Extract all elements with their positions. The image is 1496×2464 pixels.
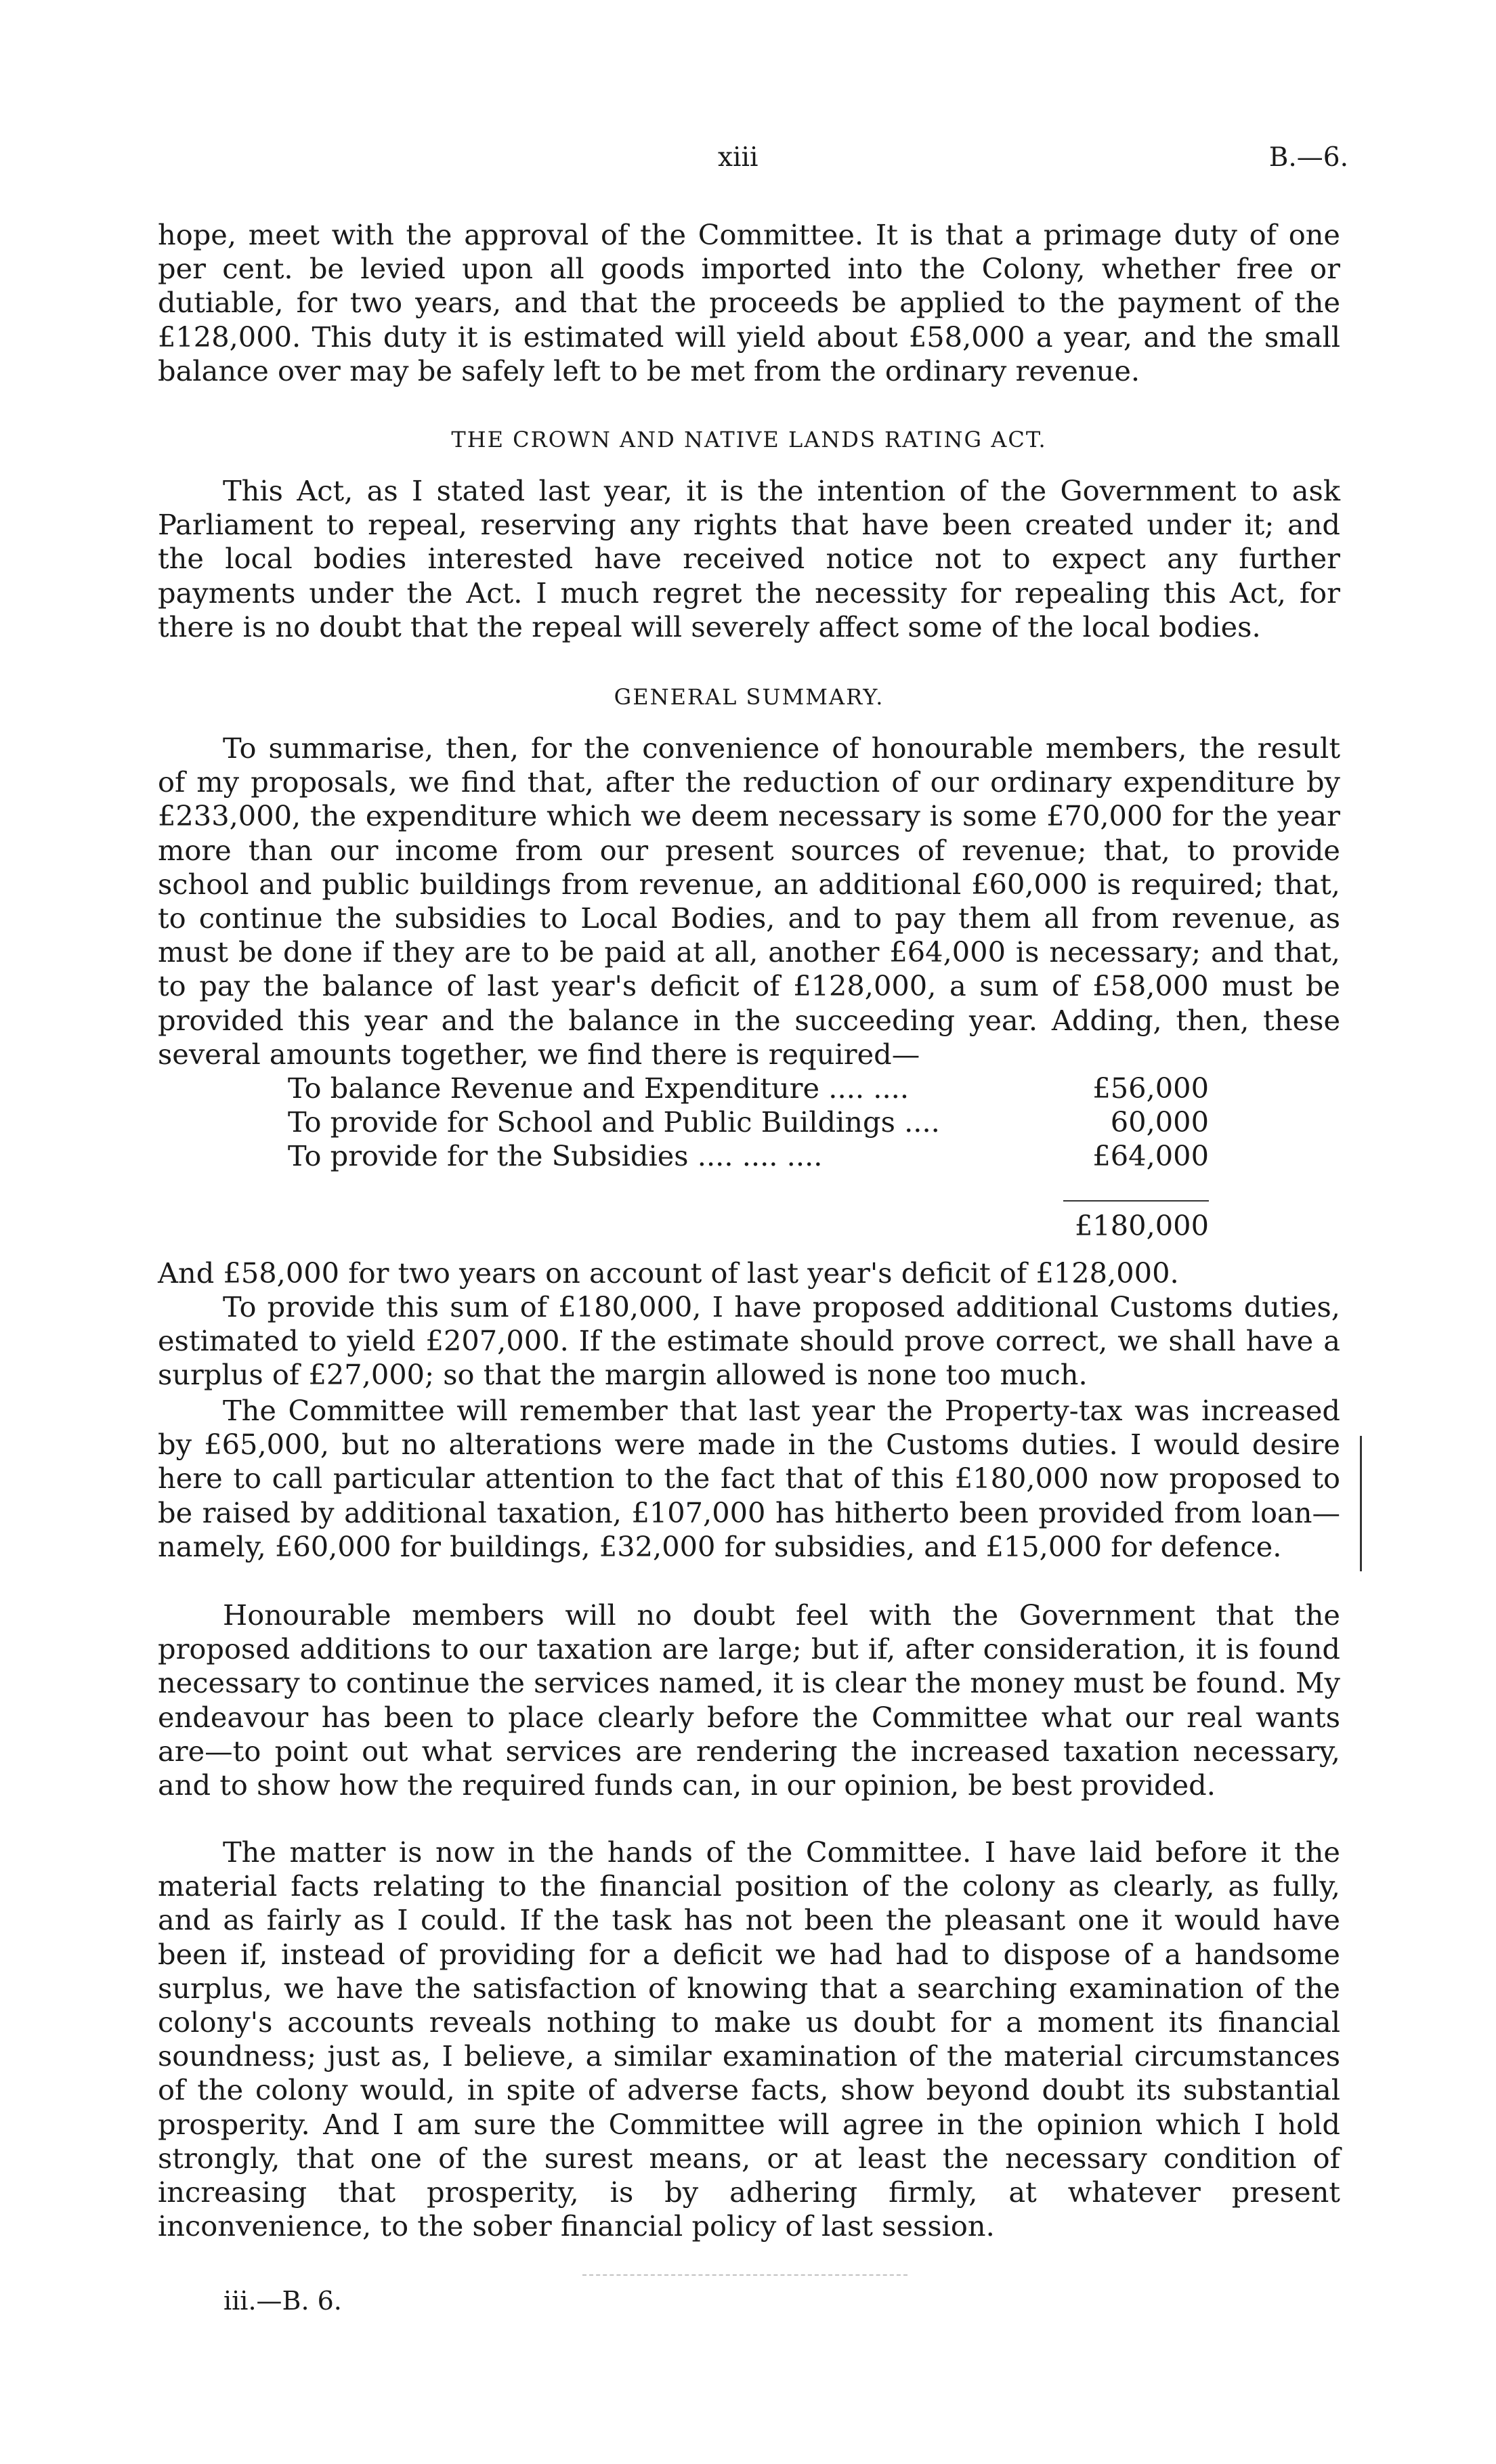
- footer-signature: iii.—B. 6.: [223, 2286, 342, 2316]
- heading-general-summary: GENERAL SUMMARY.: [614, 684, 884, 710]
- table-row: [288, 1139, 1209, 1173]
- paragraph-deficit-note: And £58,000 for two years on account of last year's deficit of £128,000.: [158, 1256, 1179, 1290]
- paragraph-primage-duty: hope, meet with the approval of the Committee. It is that a primage duty of one per cent. be levied upon all goods imported into the Colony, whether free or dutiable, for two years, and that the proceeds be applied to the payment of the £128,000. This duty it is estimated will yield about £58,000 a year, and the small balance over may be safely left to be met from the ordinary revenue.: [158, 218, 1340, 387]
- decorative-rule: [582, 2274, 907, 2278]
- row-label: To balance Revenue and Expenditure .... ....: [288, 1071, 910, 1105]
- row-amount: 60,000: [1110, 1105, 1209, 1139]
- page-number: xiii: [718, 142, 758, 173]
- paragraph-customs-duties: To provide this sum of £180,000, I have proposed additional Customs duties, estimated to yield £207,000. If the estimate should prove correct, we shall have a surplus of £27,000; so that the margin allowed is none too much.: [158, 1290, 1340, 1392]
- page-header: [0, 142, 1496, 183]
- table-total: £180,000: [1074, 1209, 1209, 1242]
- paragraph-taxation-additions: Honourable members will no doubt feel with the Government that the proposed additions to our taxation are large; but if, after consideration, it is found necessary to continue the services named, it is clear the money must be found. My endeavour has been to place clearly before the Committee what our real wants are—to point out what services are rendering the increased taxation necessary, and to show how the required funds can, in our opinion, be best provided.: [158, 1598, 1340, 1802]
- row-amount: £64,000: [1092, 1139, 1209, 1172]
- row-label: To provide for School and Public Buildings ....: [288, 1105, 940, 1139]
- paragraph-summary: To summarise, then, for the convenience of honourable members, the result of my proposals, we find that, after the reduction of our ordinary expenditure by £233,000, the expenditure which we deem necessary is some £70,000 for the year more than our income from our present sources of revenue; that, to provide school and public buildings from revenue, an additional £60,000 is required; that, to continue the subsidies to Local Bodies, and to pay them all from revenue, as must be done if they are to be paid at all, another £64,000 is necessary; and that, to pay the balance of last year's deficit of £128,000, a sum of £58,000 must be provided this year and the balance in the succeeding year. Adding, then, these several amounts together, we find there is required—: [158, 731, 1340, 1071]
- paragraph-property-tax: The Committee will remember that last year the Property-tax was increased by £65,000, but no alterations were made in the Customs duties. I would desire here to call particular attention to the fact that of this £180,000 now proposed to be raised by additional taxation, £107,000 has hitherto been provided from loan—namely, £60,000 for buildings, £32,000 for subsidies, and £15,000 for defence.: [158, 1394, 1340, 1563]
- total-rule: [1063, 1200, 1209, 1202]
- row-label: To provide for the Subsidies .... .... ....: [288, 1139, 823, 1172]
- row-amount: £56,000: [1092, 1071, 1209, 1105]
- paragraph-crown-act: This Act, as I stated last year, it is the intention of the Government to ask Parliament to repeal, reserving any rights that have been created under it; and the local bodies interested have received notice not to expect any further payments under the Act. I much regret the necessity for repealing this Act, for there is no doubt that the repeal will severely affect some of the local bodies.: [158, 474, 1340, 643]
- margin-mark: [1360, 1436, 1362, 1571]
- document-reference: B.—6.: [1268, 142, 1348, 173]
- heading-crown-native-lands-act: THE CROWN AND NATIVE LANDS RATING ACT.: [451, 427, 1047, 452]
- paragraph-conclusion: The matter is now in the hands of the Committee. I have laid before it the material facts relating to the financial position of the colony as clearly, as fully, and as fairly as I could. If the task has not been the pleasant one it would have been if, instead of providing for a deficit we had had to dispose of a handsome surplus, we have the satisfaction of knowing that a searching examination of the colony's accounts reveals nothing to make us doubt for a moment its financial soundness; just as, I believe, a similar examination of the material circumstances of the colony would, in spite of adverse facts, show beyond doubt its substantial prosperity. And I am sure the Committee will agree in the opinion which I hold strongly, that one of the surest means, or at least the necessary condition of increasing that prosperity, is by adhering firmly, at whatever present inconvenience, to the sober financial policy of last session.: [158, 1835, 1340, 2243]
- table-row: [288, 1071, 1209, 1105]
- requirements-table: [288, 1071, 1209, 1173]
- table-row: [288, 1105, 1209, 1139]
